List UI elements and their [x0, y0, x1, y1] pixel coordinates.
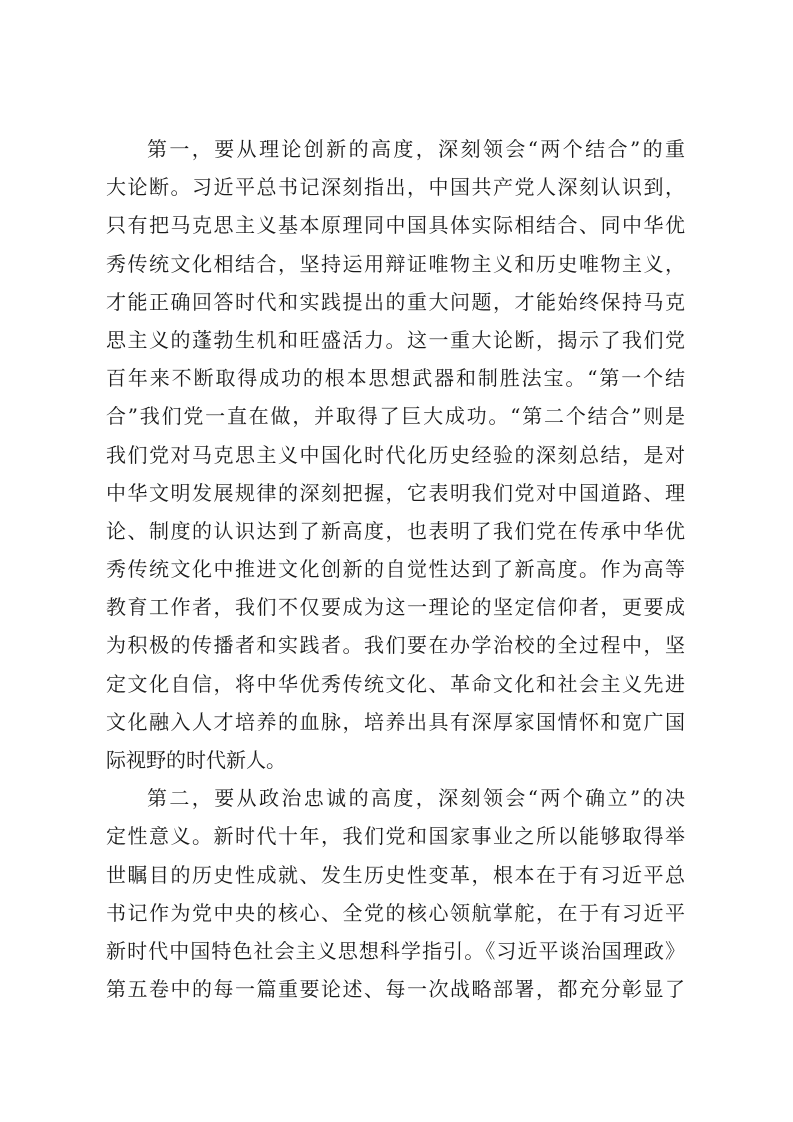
paragraph-1-line-4: 秀传统文化相结合，坚持运用辩证唯物主义和历史唯物主义， — [106, 251, 685, 276]
paragraph-2-line-6: 第五卷中的每一篇重要论述、每一次战略部署，都充分彰显了 — [106, 977, 685, 1002]
paragraph-2-line-5: 新时代中国特色社会主义思想科学指引。《习近平谈治国理政》 — [106, 938, 685, 963]
paragraph-1-line-3: 只有把马克思主义基本原理同中国具体实际相结合、同中华优 — [106, 213, 685, 238]
paragraph-1-line-8: 合”我们党一直在做，并取得了巨大成功。“第二个结合”则是 — [106, 404, 685, 429]
document-body — [106, 130, 685, 1008]
paragraph-1-line-11: 论、制度的认识达到了新高度，也表明了我们党在传承中华优 — [106, 518, 685, 543]
paragraph-1-line-12: 秀传统文化中推进文化创新的自觉性达到了新高度。作为高等 — [106, 557, 685, 582]
paragraph-1-line-7: 百年来不断取得成功的根本思想武器和制胜法宝。“第一个结 — [106, 366, 685, 391]
paragraph-1-line-5: 才能正确回答时代和实践提出的重大问题，才能始终保持马克 — [106, 289, 685, 314]
paragraph-1-line-16: 文化融入人才培养的血脉，培养出具有深厚家国情怀和宽广国 — [106, 709, 685, 734]
paragraph-1-line-6: 思主义的蓬勃生机和旺盛活力。这一重大论断，揭示了我们党 — [106, 327, 685, 352]
paragraph-1-line-9: 我们党对马克思主义中国化时代化历史经验的深刻总结，是对 — [106, 442, 685, 467]
paragraph-2-line-3: 世瞩目的历史性成就、发生历史性变革，根本在于有习近平总 — [106, 862, 685, 887]
paragraph-1-line-17: 际视野的时代新人。 — [106, 748, 286, 772]
paragraph-1-line-10: 中华文明发展规律的深刻把握，它表明我们党对中国道路、理 — [106, 480, 685, 505]
paragraph-2-line-2: 定性意义。新时代十年，我们党和国家事业之所以能够取得举 — [106, 824, 685, 849]
paragraph-1-line-14: 为积极的传播者和实践者。我们要在办学治校的全过程中，坚 — [106, 633, 685, 658]
paragraph-2-line-1: 第二，要从政治忠诚的高度，深刻领会“两个确立”的决 — [147, 786, 685, 811]
paragraph-1-line-2: 大论断。习近平总书记深刻指出，中国共产党人深刻认识到， — [106, 175, 685, 200]
paragraph-1-line-15: 定文化自信，将中华优秀传统文化、革命文化和社会主义先进 — [106, 671, 685, 696]
paragraph-1-line-1: 第一，要从理论创新的高度，深刻领会“两个结合”的重 — [147, 137, 685, 161]
paragraph-1-line-13: 教育工作者，我们不仅要成为这一理论的坚定信仰者，更要成 — [106, 595, 685, 620]
paragraph-2-line-4: 书记作为党中央的核心、全党的核心领航掌舵，在于有习近平 — [106, 900, 685, 925]
